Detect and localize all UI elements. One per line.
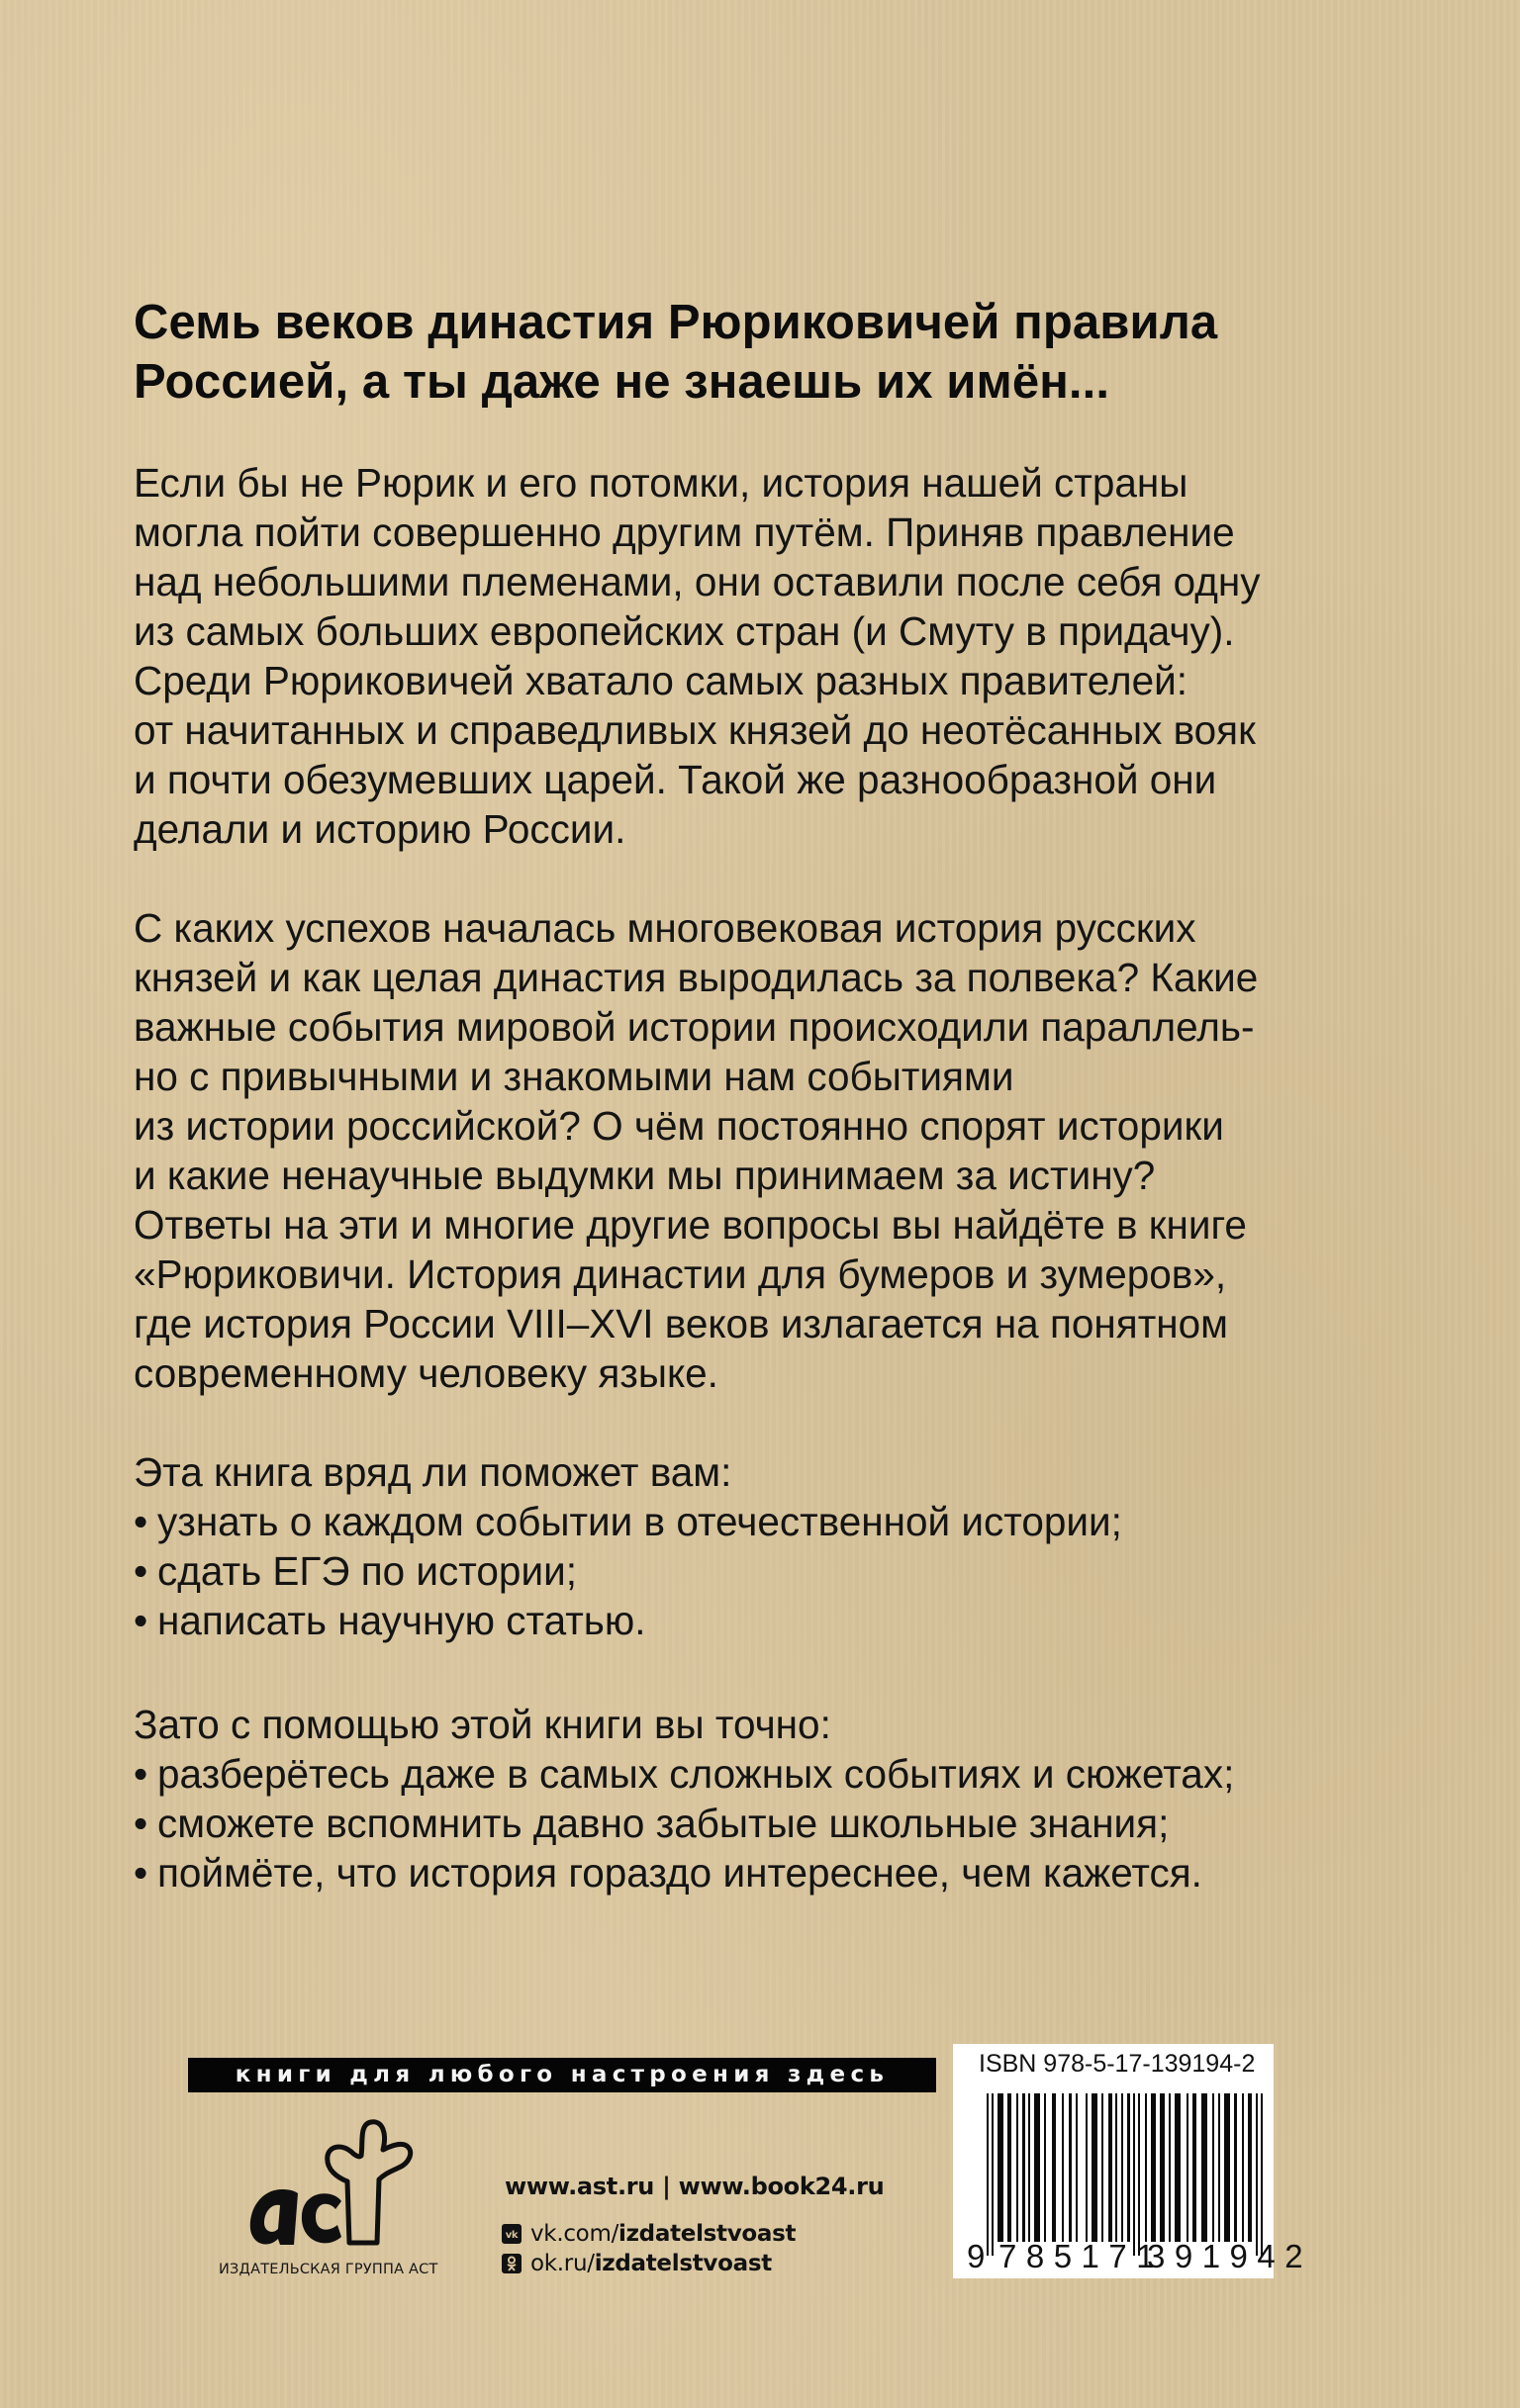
list-intro: Эта книга вряд ли поможет вам: (134, 1449, 732, 1495)
text-line: но с привычными и знакомыми нам событиями (134, 1054, 1014, 1099)
bullet-icon: • (134, 1499, 148, 1544)
list-item (134, 1596, 1420, 1645)
social-prefix: vk.com/ (530, 2221, 619, 2247)
text-line: где история России VIII–XVI веков излагается на понятном (134, 1301, 1228, 1346)
barcode-right-digits: 391942 (1147, 2238, 1313, 2274)
description-paragraph-1 (134, 458, 1420, 854)
text-line: могла пойти совершенно другим путём. Приняв правление (134, 509, 1235, 555)
publisher-websites[interactable]: www.ast.ru | www.book24.ru (505, 2173, 885, 2200)
text-line: из самых больших европейских стран (и Смуту в придачу). (134, 608, 1235, 654)
not-helpful-list (134, 1447, 1420, 1645)
text-line: от начитанных и справедливых князей до неотёсанных вояк (134, 707, 1256, 753)
text-line: «Рюриковичи. История династии для бумеров и зумеров», (134, 1251, 1227, 1297)
slogan-banner: книги для любого настроения здесь (188, 2058, 936, 2092)
description-paragraph-2 (134, 903, 1420, 1398)
bullet-icon: • (134, 1598, 148, 1643)
list-item-text: сдать ЕГЭ по истории; (157, 1548, 577, 1594)
list-item-text: поймёте, что история гораздо интереснее, чем кажется. (157, 1850, 1202, 1896)
vk-icon (502, 2224, 522, 2244)
bullet-icon: • (134, 1548, 148, 1594)
list-intro: Зато с помощью этой книги вы точно: (134, 1702, 831, 1747)
list-item (134, 1848, 1420, 1898)
text-line: Если бы не Рюрик и его потомки, история нашей страны (134, 460, 1188, 506)
isbn-label: ISBN 978-5-17-139194-2 (979, 2050, 1256, 2078)
ast-logo-icon (242, 2112, 440, 2261)
text-line: и почти обезумевших царей. Такой же разнообразной они (134, 757, 1217, 802)
publisher-logo (223, 2112, 460, 2261)
isbn-barcode-block (953, 2044, 1313, 2278)
publisher-caption: ИЗДАТЕЛЬСКАЯ ГРУППА АСТ (219, 2262, 438, 2277)
bullet-icon: • (134, 1801, 148, 1846)
heading-line: Россией, а ты даже не знаешь их имён... (134, 355, 1110, 409)
text-line: С каких успехов началась многовековая история русских (134, 905, 1196, 951)
social-prefix: ok.ru/ (530, 2251, 595, 2276)
text-line: и какие ненаучные выдумки мы принимаем за истину? (134, 1153, 1156, 1198)
list-item-text: сможете вспомнить давно забытые школьные знания; (157, 1801, 1170, 1846)
social-link-vk[interactable] (502, 2221, 796, 2247)
text-line: из истории российской? О чём постоянно спорят историки (134, 1103, 1224, 1149)
helpful-list (134, 1700, 1420, 1898)
text-line: делали и историю России. (134, 806, 626, 852)
list-item-text: узнать о каждом событии в отечественной истории; (157, 1499, 1122, 1544)
list-item (134, 1546, 1420, 1596)
text-line: Ответы на эти и многие другие вопросы вы найдёте в книге (134, 1202, 1247, 1248)
list-item (134, 1749, 1420, 1799)
list-item (134, 1497, 1420, 1546)
bullet-icon: • (134, 1850, 148, 1896)
list-item-text: разберётесь даже в самых сложных событиях и сюжетах; (157, 1751, 1235, 1797)
barcode-left-digits: 785171 (998, 2238, 1165, 2274)
text-line: Среди Рюриковичей хватало самых разных правителей: (134, 658, 1188, 703)
text-line: современному человеку языке. (134, 1350, 718, 1396)
text-line: князей и как целая династия выродилась за полвека? Какие (134, 955, 1259, 1000)
list-item-text: написать научную статью. (157, 1598, 646, 1643)
heading-line: Семь веков династия Рюриковичей правила (134, 296, 1218, 349)
bullet-icon: • (134, 1751, 148, 1797)
social-handle: izdatelstvoast (618, 2221, 797, 2247)
cover-heading (134, 293, 1400, 412)
social-link-ok[interactable] (502, 2251, 772, 2276)
barcode-lead-digit: 9 (967, 2238, 995, 2274)
ok-icon (502, 2254, 522, 2273)
svg-text:vk: vk (505, 2230, 519, 2241)
text-line: над небольшими племенами, они оставили после себя одну (134, 559, 1261, 604)
text-line: важные события мировой истории происходили параллель- (134, 1004, 1255, 1050)
list-item (134, 1799, 1420, 1848)
social-handle: izdatelstvoast (594, 2251, 772, 2276)
